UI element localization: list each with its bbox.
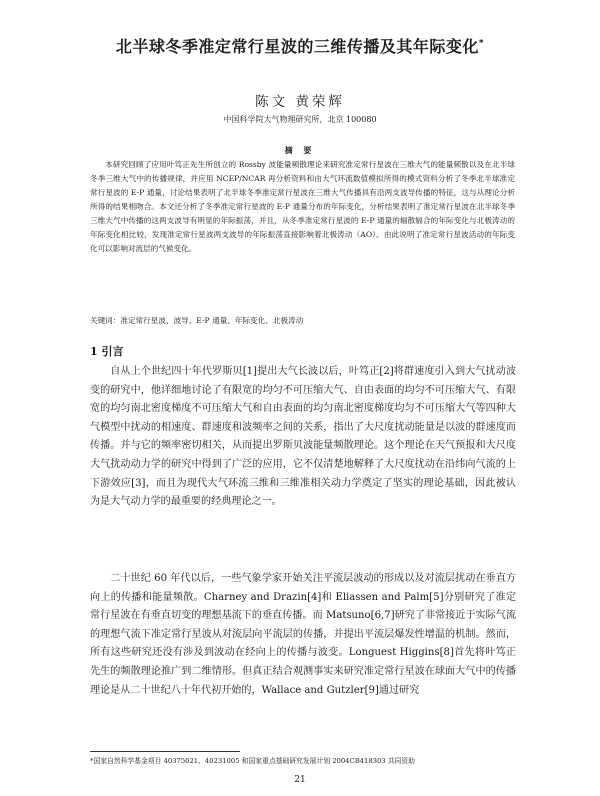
affiliation: 中国科学院大气物理研究所，北京 100080 — [223, 115, 377, 124]
funding-footnote: *国家自然科学基金项目 40375021、40231005 和国家重点基础研究发展计划 2004CB418303 共同资助 — [90, 757, 415, 765]
abstract-heading: 摘 要 — [284, 145, 316, 155]
title-footnote-mark: * — [478, 38, 485, 49]
body-paragraph-2: 二十世纪 60 年代以后，一些气象学家开始关注平流层波动的形成以及对流层扰动在垂直方向上的传播和能量频散。Charney and Drazin[4]和 Eliassen and Palm[5]分别研究了准定常行星波在有垂直切变的理想基流下的垂直传播。而 Matsuno[6,7]研究了非常接近于实际气流的理想气流下准定常行星波从对流层向平流层的传播，并提出平流层爆发性增温的机制。然而，所有这些研究还没有涉及到波动在经向上的传播与波变。Longuest Higgins[8]首先将叶笃正先生的频散理论推广到二维情形。但真正结合观测事实来研究准定常行星波在球面大气中的传播理论是从二十世纪八十年代初开始的，Wallace and Gutzler[9]通过研究 — [90, 573, 516, 696]
paper-title-text: 北半球冬季准定常行星波的三维传播及其年际变化 — [115, 37, 479, 56]
footnote-divider — [90, 751, 240, 752]
paper-title — [0, 34, 600, 57]
page-number: 21 — [294, 775, 306, 785]
section-heading-introduction: 1 引言 — [90, 345, 124, 358]
keywords: 关键词：准定常行星波、波导、E-P 通量、年际变化、北极涛动 — [90, 316, 304, 325]
body-paragraph-1: 自从上个世纪四十年代罗斯贝[1]提出大气长波以后，叶笃正[2]将群速度引入到大气扰动波变的研究中，他详细地讨论了有限宽的均匀不可压缩大气、自由表面的均匀不可压缩大气、有限宽的均匀南北密度梯度不可压缩大气和自由表面的均匀南北密度梯度均匀不可压缩大气等四种大气模型中扰动的相速度、群速度和波频率之间的关系，指出了大尺度扰动能量是以波的群速度而传播。并与它的频率密切相关，从而提出罗斯贝波能量频散理论。这个理论在天气预报和大尺度大气扰动动力学的研究中得到了广泛的应用，它不仅清楚地解释了大尺度扰动在沿纬向气流的上下游效应[3]，而且为现代大气环流三维和三维准相关动力学奠定了坚实的理论基础，因此被认为是大气动力学的最重要的经典理论之一。 — [90, 366, 516, 508]
authors: 陈文 黄荣辉 — [255, 94, 345, 110]
abstract-text: 本研究回顾了应用叶笃正先生所创立的 Rossby 波能量频散理论来研究准定常行星波在三维大气的能量频散以及在北半球冬季三维大气中的传播规律，并应用 NCEP/NCAR 再分析资料和由大气环流数值模拟所得的模式资料分析了冬季北半球准定常行星波的 E-P 通量，讨论结果表明了北半球冬季准定常行星波在三维大气传播具有沿两支波导传播的特征，这与从理论分析所得的结果相吻合。本文还分析了冬季准定常行星波的 E-P 通量分布的年际变化，分析结果表明了准定常行星波在北半球冬季三维大气中传播的这两支波导有明显的年际振荡，并且，从冬季准定常行星波的 E-P 通量的辐散辐合的年际变化与北极涛动的年际变化相比较，发现准定常行星波两支波导的年际振荡直接影响着北极涛动（AO）。由此说明了准定常行星波活动的年际变化可以影响对流层的气候变化。 — [90, 160, 515, 253]
